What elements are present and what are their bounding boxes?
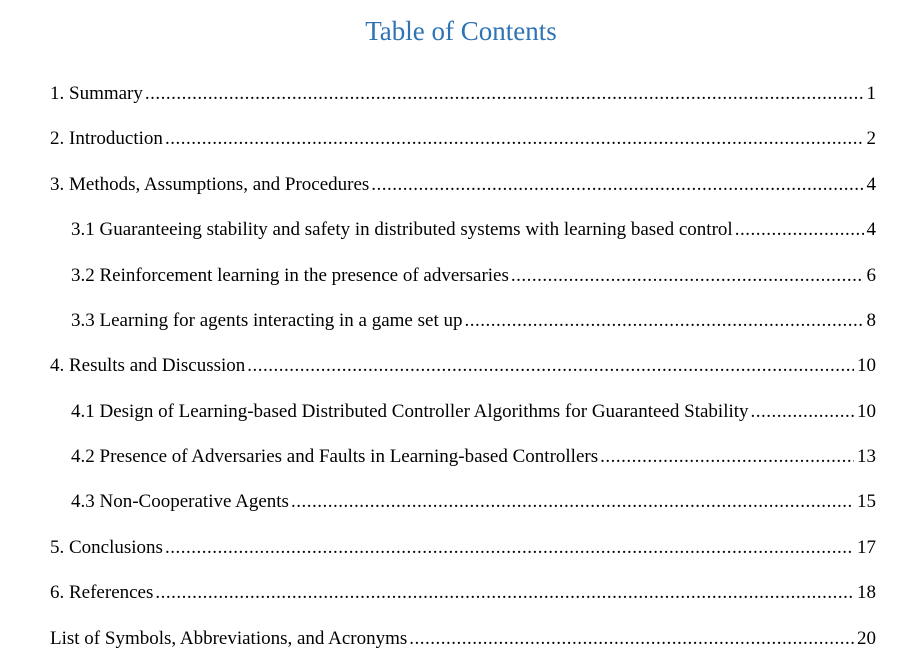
toc-entry-3-3[interactable] (71, 307, 876, 335)
toc-entry-conclusions[interactable] (50, 534, 876, 562)
toc-entry-label: 3.1 Guaranteeing stability and safety in distributed systems with learning based control (71, 219, 733, 240)
toc-entry-4-2[interactable] (71, 443, 876, 471)
toc-entry-label: 5. Conclusions (50, 537, 163, 558)
toc-entry-page-number: 10 (857, 355, 876, 376)
dot-leader (247, 352, 854, 380)
toc-entry-4-1[interactable] (71, 398, 876, 426)
toc-entry-results[interactable] (50, 352, 876, 380)
toc-entry-label: 3.3 Learning for agents interacting in a game set up (71, 310, 463, 331)
toc-entry-label: 4. Results and Discussion (50, 355, 246, 376)
toc-entry-page-number: 6 (866, 265, 876, 286)
toc-entry-page-number: 17 (857, 537, 876, 558)
toc-entry-page-number: 20 (857, 628, 876, 649)
dot-leader (291, 488, 854, 516)
dot-leader (409, 625, 854, 653)
toc-entry-summary[interactable] (50, 80, 876, 108)
toc-entry-page-number: 10 (857, 401, 876, 422)
dot-leader (371, 171, 863, 199)
dot-leader (165, 125, 864, 153)
toc-entry-label: 4.2 Presence of Adversaries and Faults in Learning-based Controllers (71, 446, 599, 467)
toc-entry-page-number: 18 (857, 582, 876, 603)
toc-entry-page-number: 2 (866, 128, 876, 149)
toc-entry-page-number: 1 (866, 83, 876, 104)
toc-entry-page-number: 13 (857, 446, 876, 467)
toc-entry-methods[interactable] (50, 171, 876, 199)
toc-entry-page-number: 8 (866, 310, 876, 331)
toc-entry-label: 1. Summary (50, 83, 143, 104)
toc-entry-label: 3.2 Reinforcement learning in the presence of adversaries (71, 265, 509, 286)
dot-leader (751, 398, 854, 426)
toc-entry-page-number: 4 (866, 174, 876, 195)
dot-leader (464, 307, 863, 335)
toc-entry-label: 2. Introduction (50, 128, 163, 149)
toc-entry-label: 3. Methods, Assumptions, and Procedures (50, 174, 370, 195)
toc-entry-page-number: 15 (857, 491, 876, 512)
toc-entry-label: List of Symbols, Abbreviations, and Acronyms (50, 628, 408, 649)
dot-leader (600, 443, 854, 471)
toc-entry-label: 6. References (50, 582, 154, 603)
toc-entry-label: 4.1 Design of Learning-based Distributed Controller Algorithms for Guaranteed Stability (71, 401, 749, 422)
toc-entry-introduction[interactable] (50, 125, 876, 153)
dot-leader (145, 80, 864, 108)
dot-leader (735, 216, 864, 244)
page-title: Table of Contents (365, 16, 557, 46)
toc-entry-3-2[interactable] (71, 262, 876, 290)
dot-leader (511, 262, 864, 290)
toc-entry-label: 4.3 Non-Cooperative Agents (71, 491, 289, 512)
toc-entry-symbols[interactable] (50, 625, 876, 653)
toc-entry-references[interactable] (50, 579, 876, 607)
dot-leader (165, 534, 854, 562)
dot-leader (155, 579, 854, 607)
toc-entry-page-number: 4 (866, 219, 876, 240)
toc-entry-3-1[interactable] (71, 216, 876, 244)
toc-entry-4-3[interactable] (71, 488, 876, 516)
